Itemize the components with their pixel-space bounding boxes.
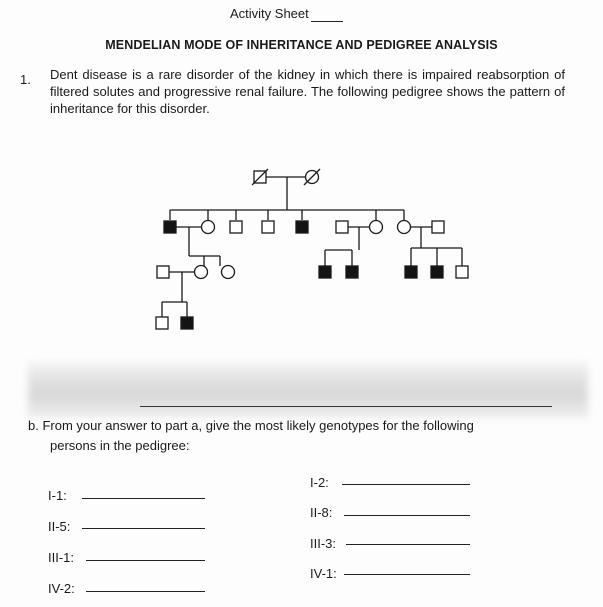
pedigree-IV-1-male <box>156 317 168 329</box>
pedigree-II-8-female <box>398 221 411 234</box>
answer-blank-ii-8[interactable] <box>344 515 470 516</box>
pedigree-IV-2-male-affected <box>181 317 193 329</box>
answer-iii-1 <box>48 550 74 565</box>
answer-blank-iii-1[interactable] <box>86 560 205 561</box>
answer-iv-2 <box>48 581 75 596</box>
answer-blank-i-1[interactable] <box>82 498 205 499</box>
answer-blank-iv-2[interactable] <box>86 591 205 592</box>
pedigree-III-5-male-affected <box>346 266 358 278</box>
pedigree-III-4-male-affected <box>319 266 331 278</box>
answer-blank-iii-3[interactable] <box>346 544 470 545</box>
pedigree-II-5-male-affected <box>296 221 308 233</box>
answer-iii-3 <box>310 536 336 551</box>
answer-label: III-3: <box>310 536 337 551</box>
pedigree-III-3-female <box>222 266 235 279</box>
answer-iv-1 <box>310 566 337 581</box>
pedigree-III-2-female <box>195 266 208 279</box>
answer-label: II-8: <box>310 505 333 520</box>
question-text: Dent disease is a rare disorder of the kidney in which there is impaired reabsorption of filtered solutes and progressive renal failure. The following pedigree shows the pattern of inheritance for this disorder. <box>50 67 565 116</box>
pedigree-II-9-male <box>432 221 444 233</box>
pedigree-III-8-male <box>456 266 468 278</box>
answer-label: IV-2: <box>48 581 75 596</box>
answer-label: III-1: <box>48 550 75 565</box>
question-number: 1. <box>20 72 31 87</box>
pedigree-II-6-male <box>336 221 348 233</box>
pedigree-III-1-male <box>157 266 169 278</box>
redacted-region <box>28 362 588 418</box>
answer-i-2 <box>310 475 329 490</box>
pedigree-III-7-male-affected <box>431 266 443 278</box>
part-b-line-1: b. From your answer to part a, give the most likely genotypes for the following <box>28 418 474 433</box>
answer-ii-8 <box>310 505 332 520</box>
answer-ii-5 <box>48 519 70 534</box>
main-heading: MENDELIAN MODE OF INHERITANCE AND PEDIGREE ANALYSIS <box>105 38 498 52</box>
answer-line-part-a <box>140 406 552 407</box>
pedigree-II-1-male-affected <box>164 221 176 233</box>
answer-blank-i-2[interactable] <box>342 484 470 485</box>
answer-label: IV-1: <box>310 566 337 581</box>
answer-i-1 <box>48 488 67 503</box>
pedigree-II-3-male <box>230 221 242 233</box>
part-b-line-2: persons in the pedigree: <box>50 438 190 453</box>
sheet-title-text: Activity Sheet <box>230 6 309 21</box>
answer-label: II-5: <box>48 519 71 534</box>
answer-label: I-1: <box>48 488 67 503</box>
answer-blank-iv-1[interactable] <box>344 574 470 575</box>
answer-label: I-2: <box>310 475 329 490</box>
part-b-prompt <box>28 416 568 456</box>
pedigree-II-4-male <box>262 221 274 233</box>
answer-blank-ii-5[interactable] <box>82 528 205 529</box>
pedigree-II-2-female <box>202 221 215 234</box>
pedigree-III-6-male-affected <box>405 266 417 278</box>
pedigree-II-7-female <box>370 221 383 234</box>
